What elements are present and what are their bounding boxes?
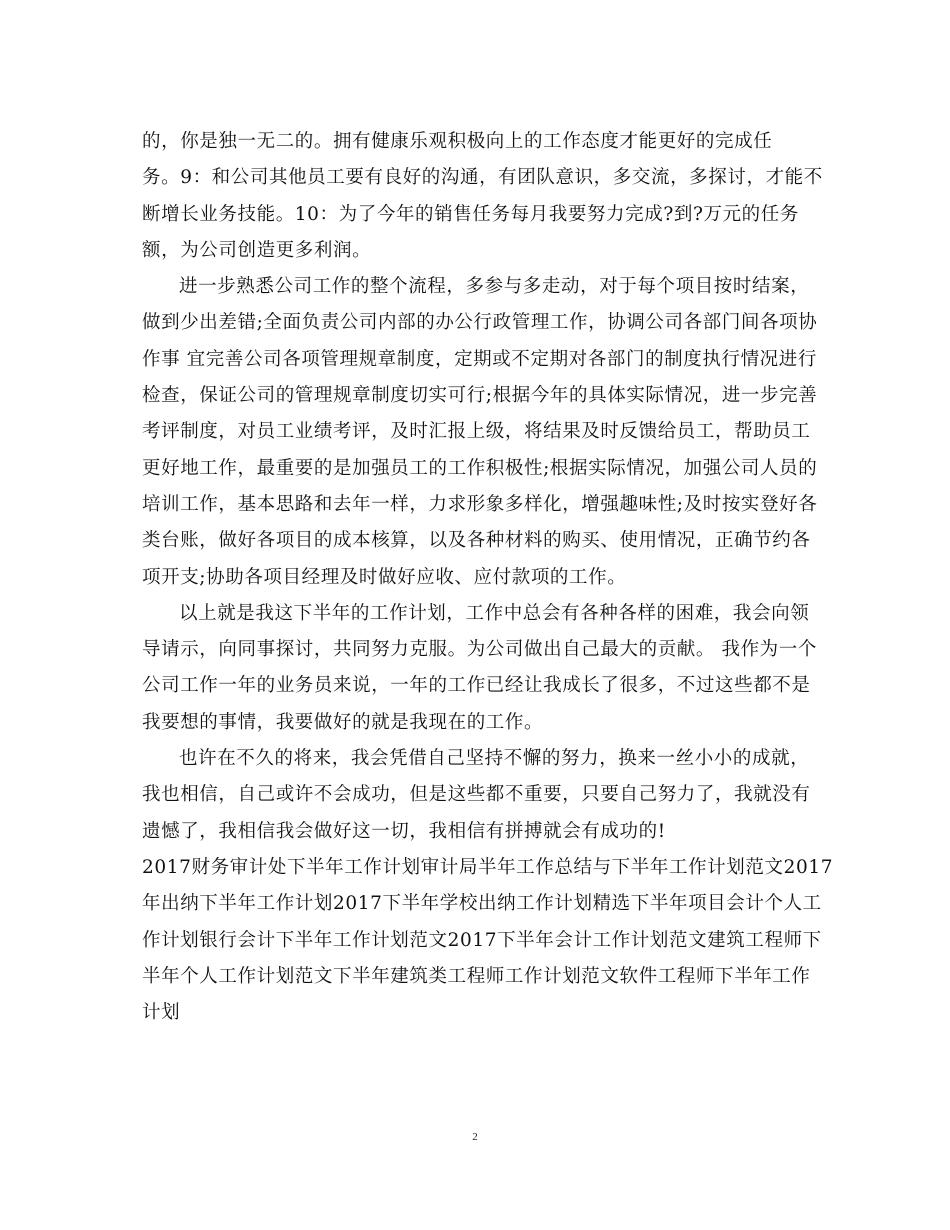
- text-line: 断增长业务技能。10：为了今年的销售任务每月我要努力完成?到?万元的任务: [142, 203, 799, 225]
- paragraph-1: [142, 124, 823, 269]
- text-line: 的，你是独一无二的。拥有健康乐观积极向上的工作态度才能更好的完成任: [142, 131, 773, 152]
- text-line: 培训工作，基本思路和去年一样，力求形象多样化，增强趣味性;及时按实登好各: [142, 493, 818, 515]
- paragraph-3: [142, 596, 817, 741]
- text-line: 计划: [142, 1002, 181, 1024]
- paragraph-4: [142, 741, 811, 850]
- paragraph-2: [142, 269, 818, 596]
- text-line: 以上就是我这下半年的工作计划，工作中总会有各种各样的困难，我会向领: [179, 602, 810, 624]
- text-line: 更好地工作，最重要的是加强员工的工作积极性;根据实际情况，加强公司人员的: [142, 457, 818, 479]
- text-line: 类台账，做好各项目的成本核算，以及各种材料的购买、使用情况，正确节约各: [142, 530, 811, 552]
- text-line: 年出纳下半年工作计划2017下半年学校出纳工作计划精选下半年项目会计个人工: [142, 893, 822, 915]
- text-line: 半年个人工作计划范文下半年建筑类工程师工作计划范文软件工程师下半年工作: [142, 965, 811, 987]
- text-line: 额，为公司创造更多利润。: [142, 239, 372, 261]
- text-line: 考评制度，对员工业绩考评，及时汇报上级，将结果及时反馈给员工，帮助员工: [142, 421, 811, 443]
- text-line: 做到少出差错;全面负责公司内部的办公行政管理工作，协调公司各部门间各项协: [142, 312, 818, 334]
- text-line: 也许在不久的将来，我会凭借自己坚持不懈的努力，换来一丝小小的成就，: [179, 748, 810, 770]
- text-line: 作计划银行会计下半年工作计划范文2017下半年会计工作计划范文建筑工程师下: [142, 929, 822, 951]
- text-line: 作事 宜完善公司各项管理规章制度，定期或不定期对各部门的制度执行情况进行: [142, 348, 817, 370]
- text-line: 遗憾了，我相信我会做好这一切，我相信有拼搏就会有成功的!: [142, 820, 666, 842]
- text-line: 检查，保证公司的管理规章制度切实可行;根据今年的具体实际情况，进一步完善: [142, 385, 818, 407]
- text-line: 我要想的事情，我要做好的就是我现在的工作。: [142, 711, 544, 733]
- text-line: 2017财务审计处下半年工作计划审计局半年工作总结与下半年工作计划范文2017: [142, 856, 834, 878]
- text-line: 务。9：和公司其他员工要有良好的沟通，有团队意识，多交流，多探讨，才能不: [142, 167, 823, 189]
- page-number: 2: [472, 1131, 478, 1143]
- text-line: 导请示，向同事探讨，共同努力克服。为公司做出自己最大的贡献。 我作为一个: [142, 639, 817, 661]
- text-line: 进一步熟悉公司工作的整个流程，多参与多走动，对于每个项目按时结案，: [179, 276, 810, 298]
- document-body: [142, 124, 834, 1031]
- text-line: 我也相信，自己或许不会成功，但是这些都不重要，只要自己努力了，我就没有: [142, 784, 811, 806]
- related-titles-paragraph: [142, 850, 834, 1031]
- text-line: 项开支;协助各项目经理及时做好应收、应付款项的工作。: [142, 566, 627, 588]
- text-line: 公司工作一年的业务员来说，一年的工作已经让我成长了很多，不过这些都不是: [142, 675, 811, 697]
